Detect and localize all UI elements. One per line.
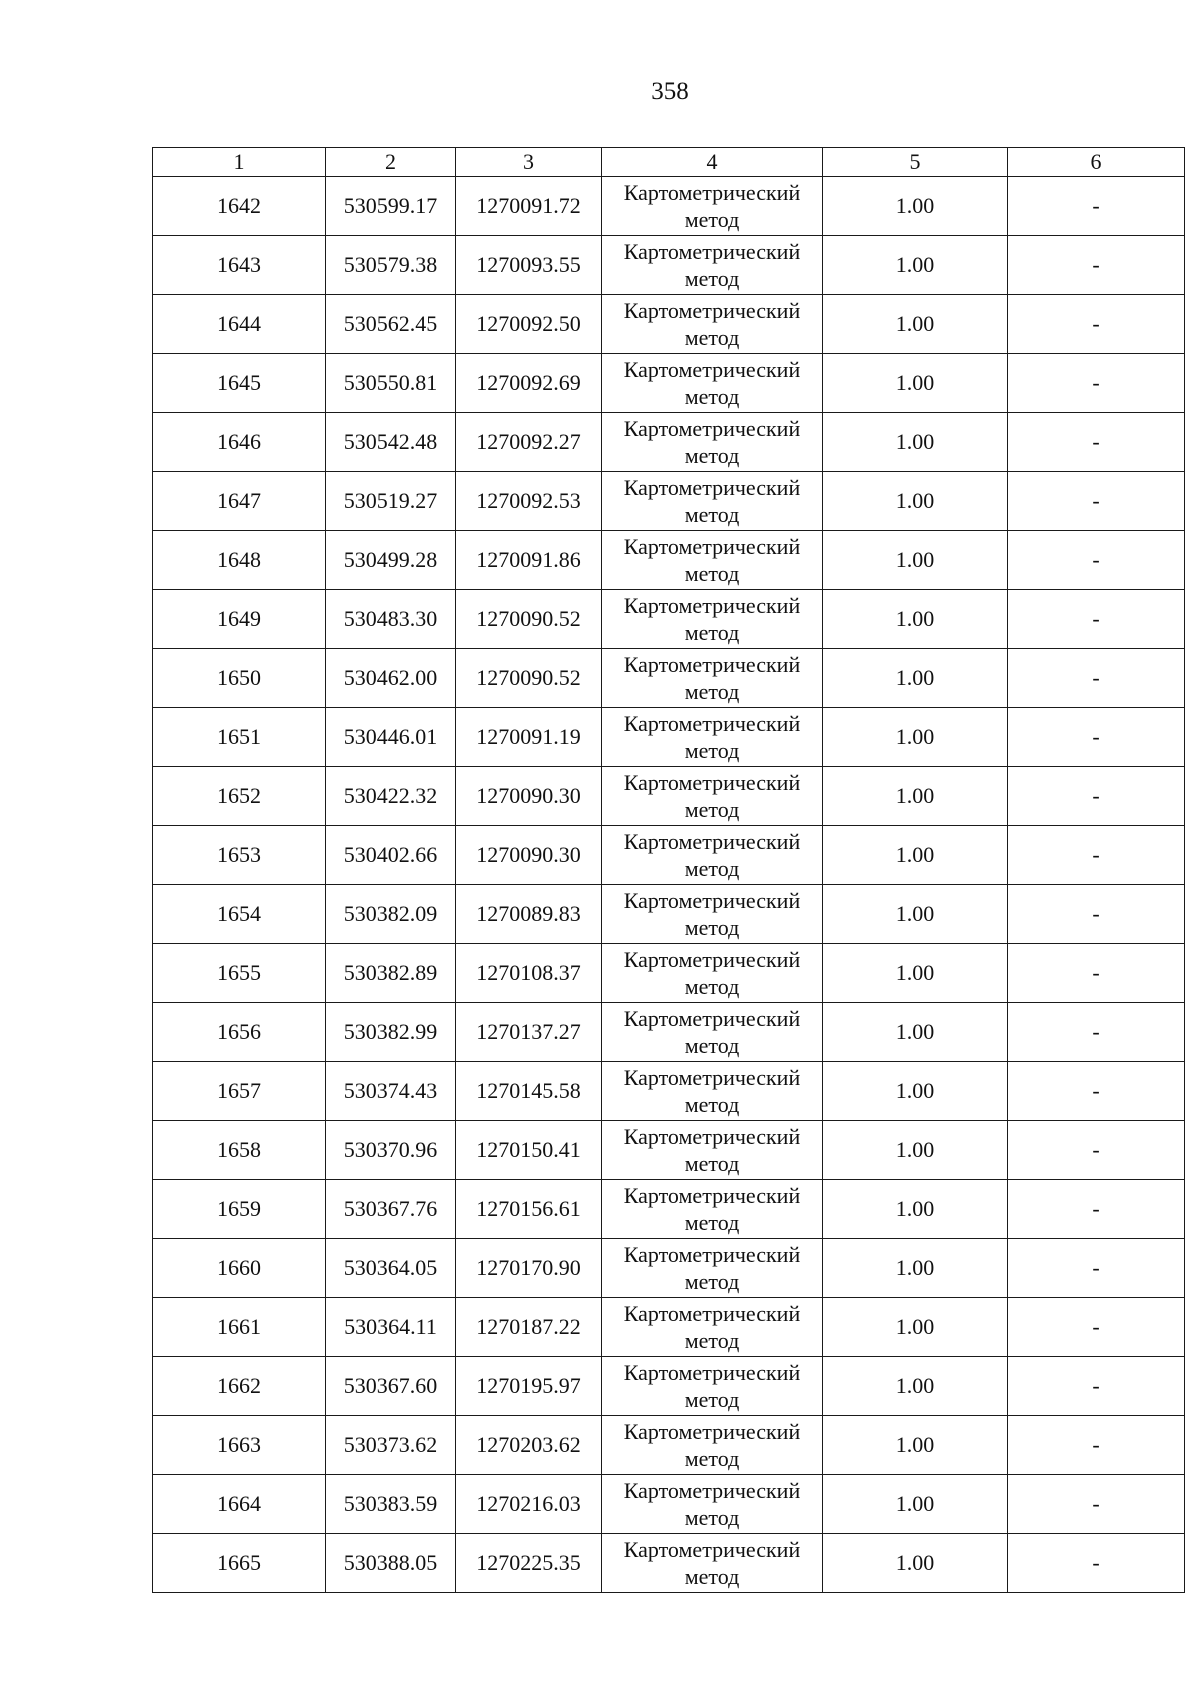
method-cell [602,472,823,531]
coord-x-cell: 530499.28 [326,531,456,590]
method-line-2: метод [684,207,740,232]
table-row [153,1298,1185,1357]
table-row [153,472,1185,531]
precision-cell: 1.00 [823,649,1008,708]
precision-cell: 1.00 [823,295,1008,354]
table-row [153,1121,1185,1180]
method-cell [602,767,823,826]
coord-x-cell: 530370.96 [326,1121,456,1180]
precision-cell: 1.00 [823,531,1008,590]
note-cell: - [1008,236,1185,295]
header-col-1: 1 [153,148,326,177]
coord-y-cell: 1270091.72 [456,177,602,236]
precision-cell: 1.00 [823,354,1008,413]
point-number-cell: 1642 [153,177,326,236]
method-line-1: Картометрический [623,1006,801,1031]
coord-y-cell: 1270216.03 [456,1475,602,1534]
precision-cell: 1.00 [823,1121,1008,1180]
header-col-2: 2 [326,148,456,177]
method-cell [602,1180,823,1239]
coord-x-cell: 530579.38 [326,236,456,295]
method-line-1: Картометрический [623,1419,801,1444]
method-cell [602,1416,823,1475]
note-cell: - [1008,413,1185,472]
precision-cell: 1.00 [823,1180,1008,1239]
note-cell: - [1008,1416,1185,1475]
note-cell: - [1008,1003,1185,1062]
note-cell: - [1008,295,1185,354]
method-line-1: Картометрический [623,180,801,205]
coord-y-cell: 1270090.52 [456,649,602,708]
precision-cell: 1.00 [823,708,1008,767]
coord-y-cell: 1270092.27 [456,413,602,472]
point-number-cell: 1652 [153,767,326,826]
method-line-2: метод [684,384,740,409]
precision-cell: 1.00 [823,1357,1008,1416]
coord-x-cell: 530422.32 [326,767,456,826]
table-row [153,1239,1185,1298]
note-cell: - [1008,1062,1185,1121]
method-cell [602,1062,823,1121]
point-number-cell: 1648 [153,531,326,590]
method-line-2: метод [684,443,740,468]
coord-x-cell: 530367.76 [326,1180,456,1239]
note-cell: - [1008,649,1185,708]
coord-y-cell: 1270170.90 [456,1239,602,1298]
coord-y-cell: 1270195.97 [456,1357,602,1416]
note-cell: - [1008,1357,1185,1416]
point-number-cell: 1646 [153,413,326,472]
table-body [153,177,1185,1593]
point-number-cell: 1656 [153,1003,326,1062]
note-cell: - [1008,1298,1185,1357]
coord-y-cell: 1270090.30 [456,767,602,826]
method-cell [602,1298,823,1357]
coord-x-cell: 530373.62 [326,1416,456,1475]
table-row [153,1475,1185,1534]
header-col-5: 5 [823,148,1008,177]
coord-x-cell: 530562.45 [326,295,456,354]
note-cell: - [1008,708,1185,767]
precision-cell: 1.00 [823,1003,1008,1062]
method-line-1: Картометрический [623,829,801,854]
method-cell [602,354,823,413]
method-line-1: Картометрический [623,711,801,736]
header-col-3: 3 [456,148,602,177]
coord-x-cell: 530382.99 [326,1003,456,1062]
method-line-2: метод [684,325,740,350]
table-row [153,354,1185,413]
method-cell [602,531,823,590]
point-number-cell: 1643 [153,236,326,295]
point-number-cell: 1658 [153,1121,326,1180]
point-number-cell: 1664 [153,1475,326,1534]
method-line-2: метод [684,502,740,527]
method-line-1: Картометрический [623,888,801,913]
method-line-1: Картометрический [623,1537,801,1562]
method-line-1: Картометрический [623,1242,801,1267]
coord-y-cell: 1270150.41 [456,1121,602,1180]
note-cell: - [1008,1534,1185,1593]
method-line-2: метод [684,1269,740,1294]
method-line-1: Картометрический [623,1183,801,1208]
note-cell: - [1008,1121,1185,1180]
coord-y-cell: 1270137.27 [456,1003,602,1062]
table-row [153,826,1185,885]
note-cell: - [1008,590,1185,649]
coord-x-cell: 530388.05 [326,1534,456,1593]
method-line-2: метод [684,1505,740,1530]
coord-x-cell: 530383.59 [326,1475,456,1534]
coord-y-cell: 1270093.55 [456,236,602,295]
note-cell: - [1008,1475,1185,1534]
method-line-1: Картометрический [623,1478,801,1503]
method-line-2: метод [684,1033,740,1058]
table-row [153,885,1185,944]
point-number-cell: 1655 [153,944,326,1003]
method-cell [602,295,823,354]
method-line-1: Картометрический [623,1065,801,1090]
point-number-cell: 1650 [153,649,326,708]
coord-y-cell: 1270091.19 [456,708,602,767]
method-line-1: Картометрический [623,475,801,500]
method-line-2: метод [684,561,740,586]
table-row [153,708,1185,767]
coord-y-cell: 1270089.83 [456,885,602,944]
note-cell: - [1008,472,1185,531]
header-col-6: 6 [1008,148,1185,177]
method-line-2: метод [684,1328,740,1353]
coord-y-cell: 1270203.62 [456,1416,602,1475]
coord-y-cell: 1270092.53 [456,472,602,531]
method-line-1: Картометрический [623,1301,801,1326]
coord-x-cell: 530374.43 [326,1062,456,1121]
method-line-1: Картометрический [623,652,801,677]
coord-y-cell: 1270156.61 [456,1180,602,1239]
header-col-4: 4 [602,148,823,177]
point-number-cell: 1662 [153,1357,326,1416]
table-row [153,649,1185,708]
point-number-cell: 1660 [153,1239,326,1298]
method-line-1: Картометрический [623,947,801,972]
coord-x-cell: 530599.17 [326,177,456,236]
precision-cell: 1.00 [823,1475,1008,1534]
point-number-cell: 1647 [153,472,326,531]
method-cell [602,1357,823,1416]
method-line-1: Картометрический [623,1124,801,1149]
precision-cell: 1.00 [823,413,1008,472]
precision-cell: 1.00 [823,590,1008,649]
method-cell [602,1475,823,1534]
coord-x-cell: 530446.01 [326,708,456,767]
method-cell [602,1003,823,1062]
method-cell [602,413,823,472]
coord-y-cell: 1270187.22 [456,1298,602,1357]
note-cell: - [1008,885,1185,944]
coord-x-cell: 530483.30 [326,590,456,649]
method-line-2: метод [684,738,740,763]
precision-cell: 1.00 [823,885,1008,944]
point-number-cell: 1653 [153,826,326,885]
table-row [153,1416,1185,1475]
method-cell [602,826,823,885]
coord-y-cell: 1270108.37 [456,944,602,1003]
method-line-2: метод [684,1092,740,1117]
precision-cell: 1.00 [823,826,1008,885]
point-number-cell: 1657 [153,1062,326,1121]
precision-cell: 1.00 [823,1416,1008,1475]
point-number-cell: 1649 [153,590,326,649]
note-cell: - [1008,944,1185,1003]
coord-x-cell: 530462.00 [326,649,456,708]
method-cell [602,177,823,236]
precision-cell: 1.00 [823,1062,1008,1121]
method-cell [602,1534,823,1593]
method-line-1: Картометрический [623,357,801,382]
method-cell [602,236,823,295]
point-number-cell: 1645 [153,354,326,413]
coord-x-cell: 530364.05 [326,1239,456,1298]
method-line-2: метод [684,266,740,291]
coord-x-cell: 530382.89 [326,944,456,1003]
precision-cell: 1.00 [823,944,1008,1003]
method-cell [602,708,823,767]
method-line-1: Картометрический [623,770,801,795]
precision-cell: 1.00 [823,1298,1008,1357]
precision-cell: 1.00 [823,1534,1008,1593]
table-row [153,295,1185,354]
note-cell: - [1008,1180,1185,1239]
coord-x-cell: 530382.09 [326,885,456,944]
method-line-2: метод [684,856,740,881]
method-line-1: Картометрический [623,239,801,264]
table-row [153,1003,1185,1062]
method-cell [602,1239,823,1298]
method-cell [602,649,823,708]
point-number-cell: 1654 [153,885,326,944]
coord-y-cell: 1270225.35 [456,1534,602,1593]
method-cell [602,1121,823,1180]
coord-x-cell: 530550.81 [326,354,456,413]
point-number-cell: 1651 [153,708,326,767]
method-line-2: метод [684,1564,740,1589]
coord-y-cell: 1270092.69 [456,354,602,413]
method-line-2: метод [684,679,740,704]
precision-cell: 1.00 [823,767,1008,826]
precision-cell: 1.00 [823,236,1008,295]
coord-x-cell: 530364.11 [326,1298,456,1357]
method-line-2: метод [684,1210,740,1235]
page-number: 358 [651,78,689,105]
coord-y-cell: 1270090.30 [456,826,602,885]
table-row [153,1180,1185,1239]
method-line-1: Картометрический [623,1360,801,1385]
method-line-1: Картометрический [623,593,801,618]
table-header [153,148,1185,177]
precision-cell: 1.00 [823,472,1008,531]
method-line-2: метод [684,797,740,822]
point-number-cell: 1665 [153,1534,326,1593]
table-row [153,767,1185,826]
table-row [153,1534,1185,1593]
precision-cell: 1.00 [823,1239,1008,1298]
method-line-2: метод [684,915,740,940]
coord-x-cell: 530367.60 [326,1357,456,1416]
table-row [153,590,1185,649]
method-line-2: метод [684,1446,740,1471]
table-row [153,1062,1185,1121]
table-row [153,944,1185,1003]
coordinates-table [152,147,1185,1593]
note-cell: - [1008,177,1185,236]
method-line-2: метод [684,974,740,999]
table-row [153,236,1185,295]
point-number-cell: 1644 [153,295,326,354]
table-row [153,413,1185,472]
method-line-2: метод [684,1151,740,1176]
method-cell [602,885,823,944]
note-cell: - [1008,767,1185,826]
method-line-1: Картометрический [623,298,801,323]
table-row [153,177,1185,236]
coord-y-cell: 1270092.50 [456,295,602,354]
note-cell: - [1008,826,1185,885]
note-cell: - [1008,354,1185,413]
point-number-cell: 1659 [153,1180,326,1239]
coord-x-cell: 530519.27 [326,472,456,531]
method-line-2: метод [684,1387,740,1412]
method-line-2: метод [684,620,740,645]
precision-cell: 1.00 [823,177,1008,236]
method-cell [602,944,823,1003]
coord-y-cell: 1270090.52 [456,590,602,649]
coord-y-cell: 1270145.58 [456,1062,602,1121]
coord-x-cell: 530402.66 [326,826,456,885]
header-row [153,148,1185,177]
table-row [153,1357,1185,1416]
note-cell: - [1008,531,1185,590]
table-row [153,531,1185,590]
coord-x-cell: 530542.48 [326,413,456,472]
note-cell: - [1008,1239,1185,1298]
method-line-1: Картометрический [623,416,801,441]
point-number-cell: 1661 [153,1298,326,1357]
point-number-cell: 1663 [153,1416,326,1475]
coord-y-cell: 1270091.86 [456,531,602,590]
method-cell [602,590,823,649]
method-line-1: Картометрический [623,534,801,559]
